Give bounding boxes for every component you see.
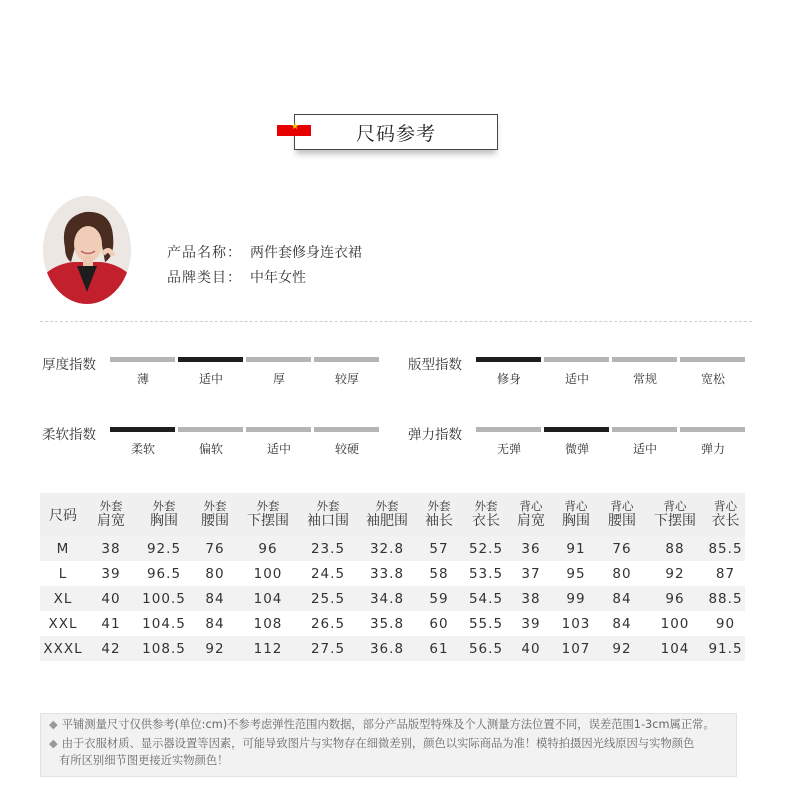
table-cell: 53.5 — [468, 565, 504, 582]
table-cell: 80 — [205, 565, 225, 582]
table-cell: 92 — [600, 636, 644, 661]
header-title: 尺码参考 — [294, 114, 498, 150]
header-group: 背心 — [714, 499, 737, 513]
size-cell: XL — [40, 586, 86, 611]
size-cell: L — [58, 565, 68, 582]
table-header-cell — [298, 493, 358, 536]
header-measure: 胸围 — [150, 513, 178, 529]
header-measure: 袖口围 — [307, 513, 349, 529]
table-header-cell — [552, 493, 600, 536]
indicator-segment — [680, 357, 745, 362]
table-cell: 32.8 — [358, 536, 416, 561]
table-cell: 108 — [253, 615, 283, 632]
indicator-option-label: 厚 — [272, 372, 285, 386]
note-text-2: 由于衣服材质、显示器设置等因素，可能导致图片与实物存在细微差别，颜色以实际商品为准！模特拍摄因光线原因与实物颜色 — [61, 737, 695, 750]
note-line-1 — [49, 717, 715, 733]
indicator-segment — [680, 427, 745, 432]
note-line-2 — [49, 736, 694, 752]
indicator-segment — [476, 427, 541, 432]
table-cell: 23.5 — [298, 536, 358, 561]
header-group: 外套 — [152, 499, 176, 513]
table-cell: 37 — [521, 565, 541, 582]
table-cell: 96 — [238, 536, 298, 561]
table-cell: 99 — [552, 586, 600, 611]
table-row — [40, 611, 745, 636]
table-cell: 91.5 — [706, 636, 745, 661]
table-cell: 100 — [253, 565, 283, 582]
indicator-option-label: 较硬 — [334, 442, 359, 456]
header-measure: 胸围 — [562, 513, 590, 529]
table-cell: 108.5 — [136, 636, 192, 661]
table-cell: 84 — [192, 586, 238, 611]
header-measure: 衣长 — [711, 513, 740, 529]
table-cell: 112 — [238, 636, 298, 661]
table-cell: 92 — [192, 636, 238, 661]
table-cell: 96 — [644, 586, 706, 611]
table-cell: 76 — [600, 536, 644, 561]
table-cell: 80 — [612, 565, 632, 582]
table-header-cell — [192, 493, 238, 536]
indicator-option-label: 修身 — [496, 372, 521, 386]
indicator-label: 弹力指数 — [408, 427, 462, 443]
table-cell: 36 — [510, 536, 552, 561]
table-cell: 88.5 — [706, 586, 745, 611]
table-header-size: 尺码 — [40, 493, 86, 536]
table-cell: 92.5 — [136, 536, 192, 561]
table-cell: 84 — [600, 586, 644, 611]
header-measure: 下摆围 — [654, 513, 696, 529]
table-cell: 88 — [644, 536, 706, 561]
indicator-option-label: 常规 — [632, 372, 657, 386]
header-measure: 肩宽 — [97, 513, 125, 529]
table-cell: 104 — [238, 586, 298, 611]
table-header-row — [40, 493, 745, 536]
indicator-segment — [544, 357, 609, 362]
table-cell: 38 — [86, 536, 136, 561]
indicator-option-label: 较厚 — [334, 372, 359, 386]
table-cell: 35.8 — [369, 615, 405, 632]
table-row — [40, 636, 745, 661]
table-cell: 40 — [86, 586, 136, 611]
table-cell: 76 — [192, 536, 238, 561]
indicator-segment — [178, 427, 243, 432]
table-header-cell — [510, 493, 552, 536]
table-header-cell — [86, 493, 136, 536]
table-cell: 104 — [644, 636, 706, 661]
table-cell: 84 — [612, 615, 632, 632]
header-group: 外套 — [316, 499, 340, 513]
header-group: 背心 — [564, 499, 588, 513]
diamond-icon: ◆ — [49, 737, 58, 750]
indicator-option-label: 适中 — [632, 442, 657, 456]
header-measure: 衣长 — [472, 513, 500, 529]
indicator-segment — [178, 357, 243, 362]
table-cell: 39 — [521, 615, 541, 632]
table-cell: 55.5 — [468, 615, 504, 632]
indicator-option-label: 偏软 — [198, 442, 223, 456]
header-measure: 腰围 — [608, 513, 636, 529]
indicator-label: 版型指数 — [408, 357, 462, 373]
indicator-segment — [476, 357, 541, 362]
table-cell: 27.5 — [298, 636, 358, 661]
table-header-cell — [462, 493, 510, 536]
indicator-option-label: 无弹 — [496, 442, 521, 456]
indicator-segment — [110, 427, 175, 432]
header-red-tab — [277, 122, 311, 136]
indicator-segment — [110, 357, 175, 362]
table-cell: 41 — [101, 615, 121, 632]
indicator-label: 柔软指数 — [42, 427, 96, 443]
table-cell: 57 — [416, 536, 462, 561]
table-cell: 103 — [561, 615, 591, 632]
model-photo — [43, 196, 131, 304]
section-header — [277, 114, 499, 154]
header-measure: 袖肥围 — [366, 513, 408, 529]
table-cell: 25.5 — [298, 586, 358, 611]
table-cell: 95 — [566, 565, 586, 582]
table-header-cell — [136, 493, 192, 536]
table-cell: 40 — [510, 636, 552, 661]
table-cell: 52.5 — [462, 536, 510, 561]
brand-label: 品牌类目： — [167, 270, 242, 286]
table-cell: 100.5 — [136, 586, 192, 611]
table-cell: 42 — [86, 636, 136, 661]
header-group: 外套 — [474, 499, 498, 513]
header-measure: 袖长 — [425, 513, 453, 529]
table-cell: 91 — [552, 536, 600, 561]
table-cell: 59 — [416, 586, 462, 611]
indicator-segment — [314, 357, 379, 362]
table-cell: 33.8 — [369, 565, 405, 582]
size-cell: M — [40, 536, 86, 561]
table-cell: 39 — [101, 565, 121, 582]
size-cell: XXXL — [40, 636, 86, 661]
indicator-option-label: 宽松 — [700, 372, 725, 386]
indicator-option-label: 适中 — [198, 372, 223, 386]
header-measure: 肩宽 — [517, 513, 545, 529]
table-header-cell — [644, 493, 706, 536]
header-group: 外套 — [99, 499, 123, 513]
header-group: 外套 — [375, 499, 399, 513]
table-cell: 90 — [715, 615, 736, 632]
table-cell: 26.5 — [310, 615, 346, 632]
note-line-3 — [59, 753, 228, 769]
table-header-cell — [416, 493, 462, 536]
table-cell: 100 — [660, 615, 690, 632]
indicator-option-label: 适中 — [564, 372, 589, 386]
table-cell: 54.5 — [462, 586, 510, 611]
header-measure: 腰围 — [201, 513, 229, 529]
table-cell: 58 — [429, 565, 449, 582]
indicator-segment — [314, 427, 379, 432]
table-cell: 92 — [665, 565, 685, 582]
table-cell: 60 — [429, 615, 449, 632]
indicator-option-label: 柔软 — [130, 442, 155, 456]
indicator-option-label: 适中 — [266, 442, 291, 456]
table-cell: 87 — [715, 565, 736, 582]
indicator-option-label: 微弹 — [564, 442, 589, 456]
table-row — [40, 561, 745, 586]
note-text-3: 有所区别细节图更接近实物颜色！ — [59, 754, 229, 767]
product-name-row — [167, 242, 362, 262]
diamond-icon: ◆ — [49, 718, 58, 731]
indicator-segment — [246, 357, 311, 362]
note-text-1: 平铺测量尺寸仅供参考(单位:cm)不参考虑弹性范围内数据，部分产品版型特殊及个人测量方法位置不同，误差范围1-3cm属正常。 — [61, 718, 715, 731]
indicator-option-label: 薄 — [136, 372, 149, 386]
star-icon: ★ — [291, 122, 300, 132]
header-group: 背心 — [610, 499, 634, 513]
table-cell: 38 — [510, 586, 552, 611]
indicator-segment — [612, 427, 677, 432]
brand-value: 中年女性 — [250, 270, 306, 286]
table-row — [40, 536, 745, 561]
table-cell: 61 — [416, 636, 462, 661]
header-measure: 下摆围 — [247, 513, 289, 529]
table-cell: 107 — [552, 636, 600, 661]
product-name-value: 两件套修身连衣裙 — [250, 245, 362, 261]
table-header-cell — [358, 493, 416, 536]
table-cell: 36.8 — [358, 636, 416, 661]
table-header-cell — [238, 493, 298, 536]
table-cell: 96.5 — [146, 565, 182, 582]
indicator-segment — [246, 427, 311, 432]
header-group: 外套 — [203, 499, 227, 513]
size-cell: XXL — [48, 615, 78, 632]
header-group: 外套 — [427, 499, 451, 513]
table-cell: 84 — [205, 615, 225, 632]
table-cell: 56.5 — [462, 636, 510, 661]
size-table — [40, 493, 745, 661]
table-cell: 85.5 — [706, 536, 745, 561]
brand-row — [167, 267, 306, 287]
table-cell: 104.5 — [142, 615, 186, 632]
table-header-cell — [706, 493, 745, 536]
header-group: 背心 — [663, 499, 687, 513]
indicator-label: 厚度指数 — [42, 357, 96, 373]
table-cell: 24.5 — [310, 565, 346, 582]
notes-box — [40, 713, 737, 777]
table-cell: 34.8 — [358, 586, 416, 611]
header-group: 背心 — [519, 499, 543, 513]
table-row — [40, 586, 745, 611]
indicator-segment — [544, 427, 609, 432]
indicator-segment — [612, 357, 677, 362]
dashed-divider — [40, 321, 752, 322]
header-group: 外套 — [256, 499, 280, 513]
table-header-cell — [600, 493, 644, 536]
indicator-option-label: 弹力 — [700, 442, 725, 456]
product-name-label: 产品名称： — [167, 245, 242, 261]
